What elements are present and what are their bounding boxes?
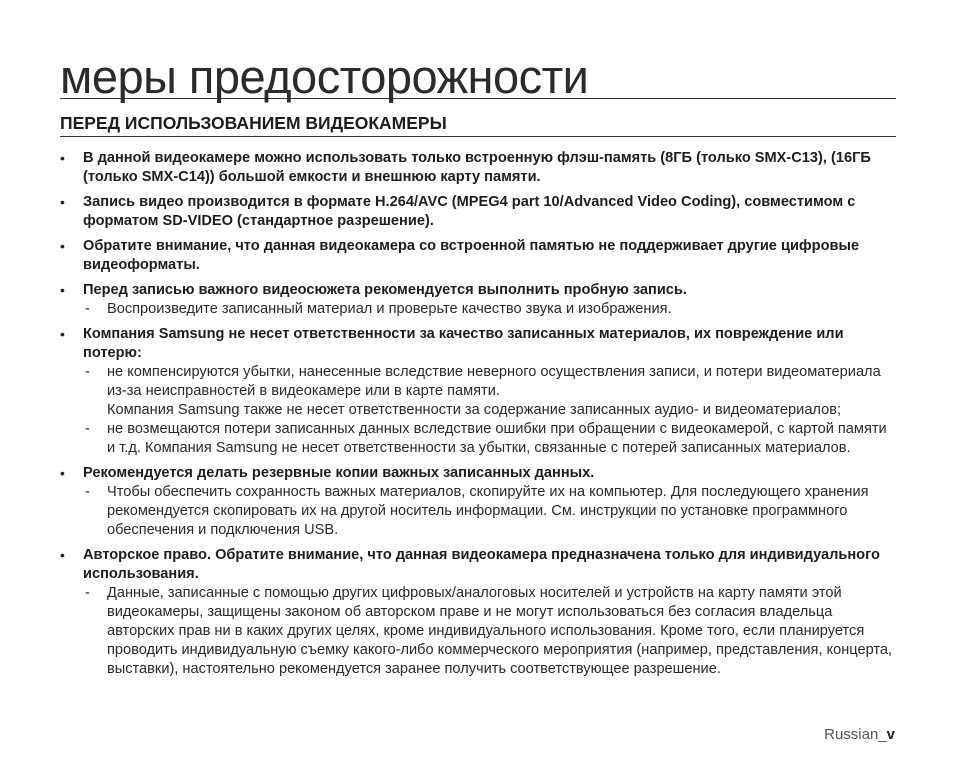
footer-language: Russian_	[824, 726, 887, 743]
precaution-subitem-text: - не возмещаются потери записанных данных вследствие ошибки при обращении с видеокамерой, с картой памяти и т.д. Компания Samsung не несет ответственности за убытки, связанные с потерей записанных материалов.	[107, 421, 887, 456]
precautions-list	[60, 149, 896, 679]
precaution-item	[60, 149, 896, 187]
precaution-subitem	[83, 584, 896, 679]
precaution-subitem-text: - Воспроизведите записанный материал и проверьте качество звука и изображения.	[107, 301, 672, 317]
precaution-heading: • Запись видео производится в формате H.264/AVC (MPEG4 part 10/Advanced Video Coding), совместимом с форматом SD-VIDEO (стандартное разрешение).	[83, 194, 856, 229]
precaution-subitem-text: - Чтобы обеспечить сохранность важных материалов, скопируйте их на компьютер. Для последующего хранения рекомендуется скопировать их на другой носитель информации. См. инструкции по установке программного обеспечения и подключения USB.	[107, 484, 869, 538]
precaution-heading: • Компания Samsung не несет ответственности за качество записанных материалов, их повреждение или потерю:	[83, 326, 844, 361]
precaution-sublist	[83, 483, 896, 540]
precaution-item	[60, 325, 896, 458]
precaution-item	[60, 237, 896, 275]
precaution-sublist	[83, 300, 896, 319]
precaution-sublist	[83, 584, 896, 679]
precaution-heading: • Обратите внимание, что данная видеокамера со встроенной памятью не поддерживает другие цифровые видеоформаты.	[83, 238, 860, 273]
precaution-subitem	[83, 300, 896, 319]
precaution-heading: • Рекомендуется делать резервные копии важных записанных данных.	[83, 465, 595, 481]
precaution-subitem-text: - не компенсируются убытки, нанесенные вследствие неверного осуществления записи, и потери видеоматериала из-за неисправностей в видеокамере или в карте памяти.	[107, 364, 881, 399]
section-title: ПЕРЕД ИСПОЛЬЗОВАНИЕМ ВИДЕОКАМЕРЫ	[60, 111, 896, 137]
precaution-subitem	[83, 483, 896, 540]
precaution-subitem	[83, 363, 896, 420]
page-footer	[824, 725, 895, 745]
precaution-heading: • Авторское право. Обратите внимание, что данная видеокамера предназначена только для индивидуального использования.	[83, 547, 880, 582]
precaution-subitem-text: - Данные, записанные с помощью других цифровых/аналоговых носителей и устройств на карту памяти этой видеокамеры, защищены законом об авторском праве и не могут использоваться без согласия владельца авторских прав ни в каких других целях, кроме индивидуального использования. Кроме того, если планируется проводить индивидуальную съемку какого-либо коммерческого мероприятия (например, представления, концерта, выставки), настоятельно рекомендуется заранее получить соответствующее разрешение.	[107, 585, 893, 677]
precaution-sublist	[83, 363, 896, 458]
precaution-item	[60, 193, 896, 231]
page-content	[60, 50, 896, 685]
page-title: меры предосторожности	[60, 54, 896, 99]
precaution-heading: • Перед записью важного видеосюжета рекомендуется выполнить пробную запись.	[83, 282, 687, 298]
precaution-item	[60, 281, 896, 319]
precaution-subitem-text: Компания Samsung также не несет ответственности за содержание записанных аудио- и видеоматериалов;	[107, 402, 842, 418]
precaution-item	[60, 546, 896, 679]
precaution-heading: • В данной видеокамере можно использовать только встроенную флэш-память (8ГБ (только SMX-C13), (16ГБ (только SMX-C14)) большой емкости и внешнюю карту памяти.	[83, 150, 871, 185]
precaution-item	[60, 464, 896, 540]
footer-page-number: v	[886, 726, 895, 743]
precaution-subitem	[83, 420, 896, 458]
